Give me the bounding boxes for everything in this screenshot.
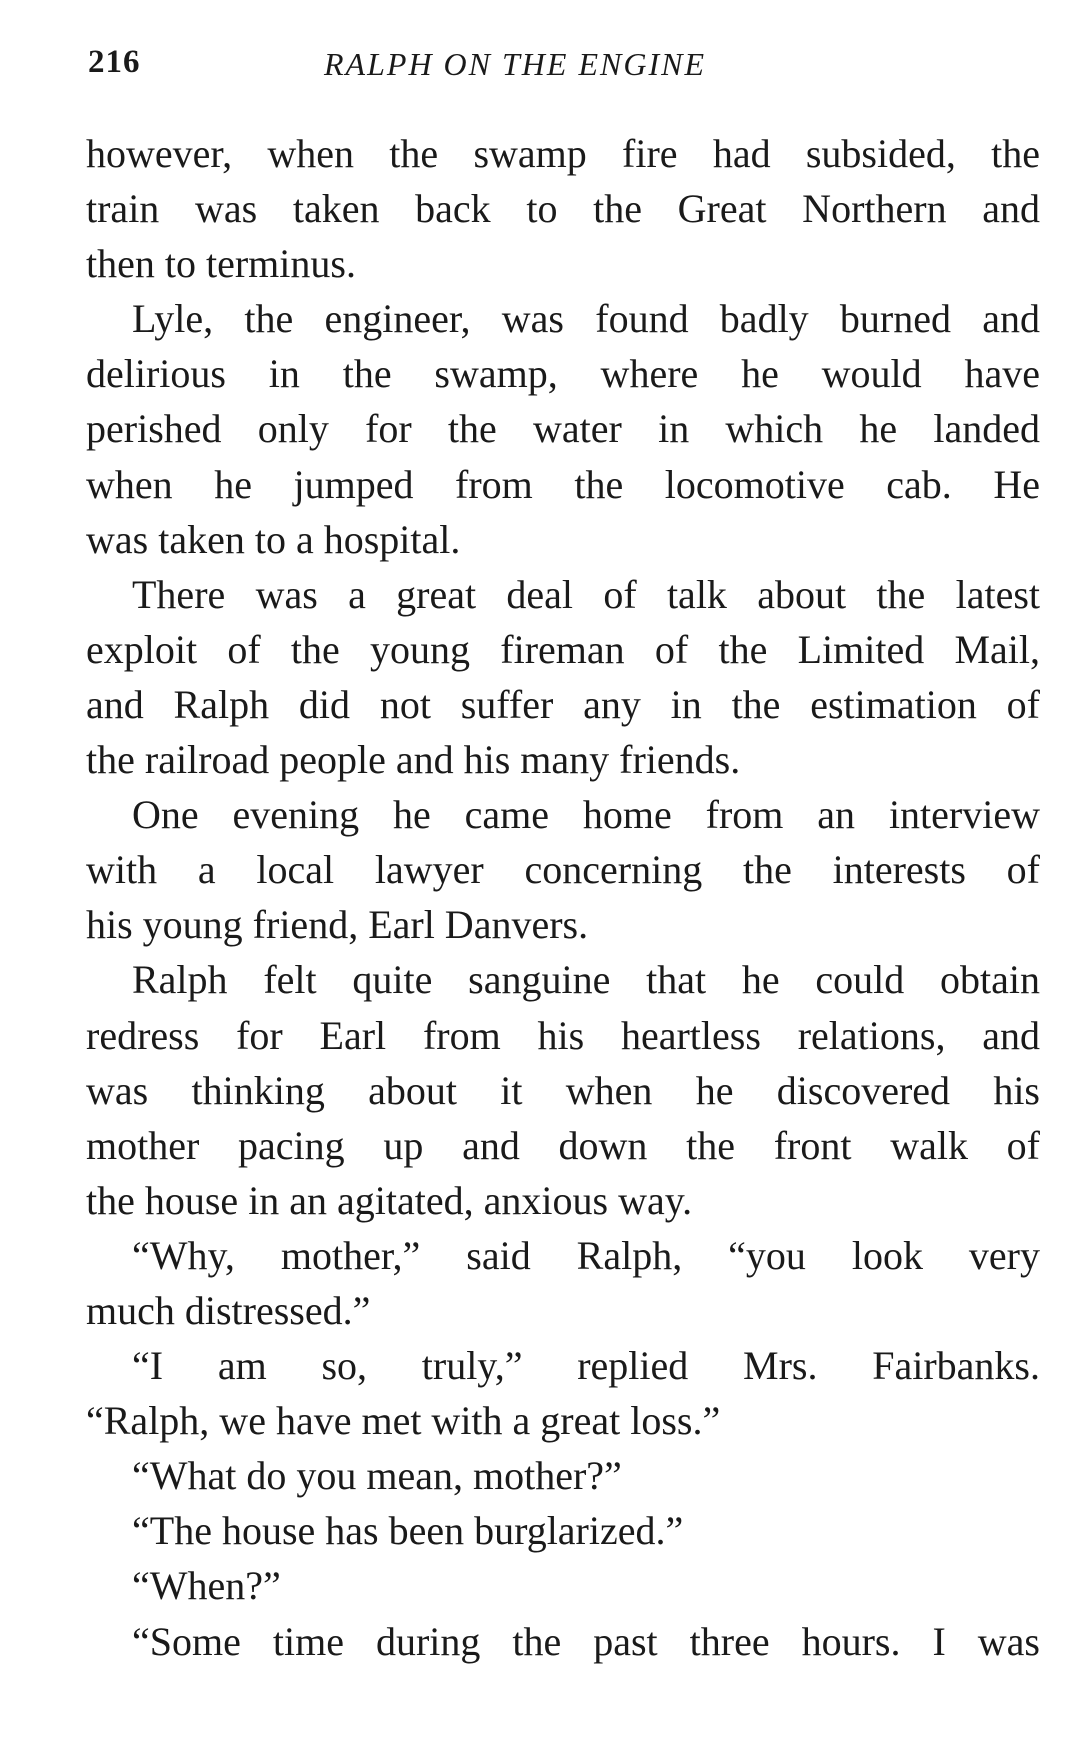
text-line: mother pacing up and down the front walk of	[86, 1122, 1040, 1168]
text-line: “Why, mother,” said Ralph, “you look very	[132, 1232, 1040, 1278]
text-line: redress for Earl from his heartless relations, and	[86, 1012, 1040, 1058]
text-line: the railroad people and his many friends.	[86, 737, 741, 783]
text-line: “I am so, truly,” replied Mrs. Fairbanks.	[132, 1343, 1040, 1389]
text-line: “Some time during the past three hours. I was	[132, 1618, 1040, 1664]
page-number: 216	[88, 44, 141, 80]
text-line: Lyle, the engineer, was found badly burned and	[132, 296, 1040, 342]
text-line: There was a great deal of talk about the latest	[132, 571, 1040, 617]
body-text	[86, 126, 1040, 1669]
text-line: “Ralph, we have met with a great loss.”	[86, 1398, 721, 1444]
text-line: exploit of the young fireman of the Limited Mail,	[86, 626, 1040, 672]
text-line: his young friend, Earl Danvers.	[86, 902, 589, 948]
text-line: perished only for the water in which he landed	[86, 406, 1040, 452]
text-line: and Ralph did not suffer any in the estimation of	[86, 681, 1040, 727]
text-line: “The house has been burglarized.”	[132, 1508, 684, 1554]
text-line: delirious in the swamp, where he would have	[86, 351, 1040, 397]
text-line: much distressed.”	[86, 1287, 371, 1333]
text-line: “What do you mean, mother?”	[132, 1453, 622, 1499]
text-line: the house in an agitated, anxious way.	[86, 1177, 693, 1223]
text-line: was thinking about it when he discovered his	[86, 1067, 1040, 1113]
text-line: Ralph felt quite sanguine that he could obtain	[132, 957, 1040, 1003]
text-line: was taken to a hospital.	[86, 516, 461, 562]
text-line: then to terminus.	[86, 241, 356, 287]
running-head: RALPH ON THE ENGINE	[324, 46, 706, 82]
text-line: however, when the swamp fire had subsided, the	[86, 131, 1040, 176]
text-line: when he jumped from the locomotive cab. He	[86, 461, 1040, 507]
page-header	[88, 44, 1038, 94]
text-line: “When?”	[132, 1563, 281, 1609]
text-line: with a local lawyer concerning the interests of	[86, 847, 1040, 893]
text-line: One evening he came home from an interview	[132, 792, 1040, 838]
text-line: train was taken back to the Great Northern and	[86, 186, 1040, 232]
